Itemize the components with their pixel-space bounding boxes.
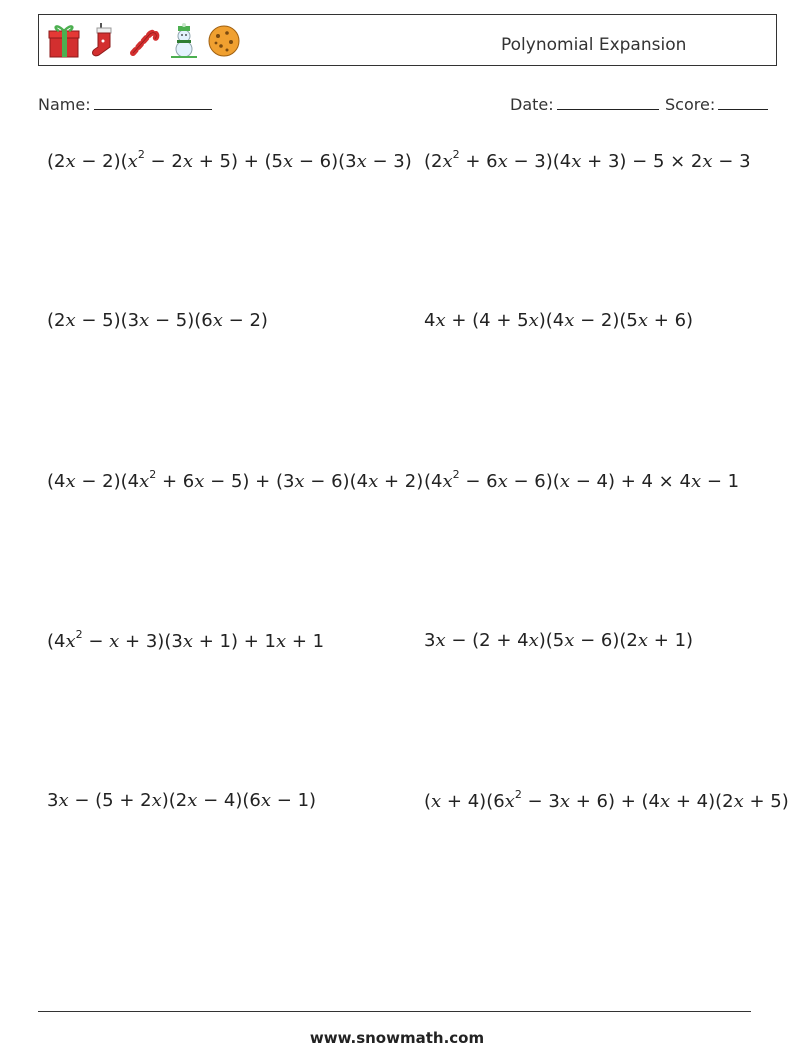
variable: x [504,791,515,812]
expression-text: + 4)(6 [441,791,505,812]
expression-text: )(2 [161,790,188,811]
problem-3 [47,310,268,331]
expression-text: + 6) [648,310,694,331]
worksheet-header [38,14,777,66]
variable: x [564,310,575,331]
name-field[interactable] [38,93,212,114]
expression-text: 4 [424,310,436,331]
expression-text: (4 [47,471,66,492]
variable: x [564,630,575,651]
expression-text: − 5)(3 [75,310,140,331]
expression-text: − 3 [712,151,751,172]
expression-text: − 1) [271,790,317,811]
variable: x [528,630,539,651]
expression-text: + 3)(3 [119,631,183,652]
variable: x [702,151,713,172]
expression-text: − 6)( [507,471,560,492]
expression-text: − 3) [366,151,412,172]
score-field[interactable] [665,93,768,114]
variable: x [294,471,305,492]
expression-text: − 3 [521,791,560,812]
variable: x [442,471,453,492]
variable: x [187,790,198,811]
variable: x [139,310,150,331]
variable: x [65,471,76,492]
expression-text: − 2) [222,310,268,331]
expression-text: − 4)(6 [197,790,261,811]
expression-text: − (5 + 2 [68,790,152,811]
variable: x [497,151,508,172]
expression-text: − 6)(4 [304,471,369,492]
problem-1 [47,150,412,172]
variable: x [109,631,120,652]
variable: x [139,471,150,492]
expression-text: − 6)(2 [574,630,638,651]
expression-text: + 5) + (5 [192,151,283,172]
exponent: 2 [452,148,460,161]
expression-text: − 5)(6 [149,310,213,331]
expression-text: − 2 [144,151,183,172]
footer-website: www.snowmath.com [309,1029,485,1047]
variable: x [65,631,76,652]
expression-text: 3 [47,790,59,811]
exponent: 2 [514,788,522,801]
worksheet-title: Polynomial Expansion [501,35,687,55]
variable: x [571,151,582,172]
expression-text: + 6 [156,471,195,492]
variable: x [194,471,205,492]
variable: x [637,310,649,331]
expression-text: + 1 [286,631,325,652]
variable: x [659,791,671,812]
variable: x [559,791,570,812]
variable: x [559,471,570,492]
problem-5 [47,470,423,492]
expression-text: − 2)(5 [574,310,638,331]
variable: x [435,310,446,331]
footer-divider [38,1011,751,1012]
problem-4 [424,310,693,331]
cookie-icon [207,21,241,59]
expression-text: )(5 [538,630,565,651]
expression-text: (4 [424,471,443,492]
variable: x [637,630,649,651]
expression-text: + (4 + 5 [445,310,529,331]
expression-text: − 6)(3 [293,151,357,172]
problem-9 [47,790,316,811]
expression-text: ( [424,791,432,812]
problem-10 [424,790,789,812]
variable: x [733,791,744,812]
variable: x [65,151,76,172]
expression-text: − 1 [701,471,740,492]
variable: x [182,151,193,172]
variable: x [260,790,272,811]
gift-icon [47,21,81,59]
expression-text: + 6 [459,151,498,172]
variable: x [127,151,138,172]
date-blank[interactable] [557,93,659,110]
variable: x [368,471,379,492]
expression-text: − 4) + 4 × 4 [569,471,691,492]
expression-text: (2 [47,310,66,331]
expression-text: + 2) [378,471,424,492]
expression-text: − 5) + (3 [204,471,295,492]
expression-text: (4 [47,631,66,652]
exponent: 2 [137,148,145,161]
expression-text: − [82,631,110,652]
variable: x [282,151,294,172]
variable: x [690,471,702,492]
icon-row [47,21,241,59]
exponent: 2 [452,468,460,481]
expression-text: + 1) + 1 [192,631,276,652]
problem-2 [424,150,751,172]
expression-text: − (2 + 4 [445,630,529,651]
expression-text: + 6) + (4 [569,791,660,812]
variable: x [528,310,539,331]
snowman-icon [167,21,201,59]
exponent: 2 [149,468,157,481]
candy-cane-icon [127,21,161,59]
name-blank[interactable] [94,93,212,110]
variable: x [65,310,76,331]
variable: x [356,151,367,172]
date-label: Date: [510,95,554,114]
score-blank[interactable] [718,93,768,110]
variable: x [435,630,446,651]
variable: x [212,310,223,331]
variable: x [497,471,508,492]
expression-text: − 3)(4 [507,151,572,172]
problem-8 [424,630,693,651]
expression-text: + 5) [743,791,789,812]
problem-7 [47,630,324,652]
variable: x [58,790,69,811]
expression-text: − 6 [459,471,498,492]
variable: x [182,631,193,652]
problem-6 [424,470,739,492]
variable: x [275,631,287,652]
stocking-icon [87,21,121,59]
expression-text: − 2)( [75,151,128,172]
variable: x [442,151,453,172]
expression-text: + 3) − 5 × 2 [581,151,703,172]
variable: x [431,791,442,812]
variable: x [151,790,162,811]
expression-text: + 4)(2 [670,791,734,812]
expression-text: 3 [424,630,436,651]
date-field[interactable] [510,93,659,114]
exponent: 2 [75,628,83,641]
expression-text: )(4 [538,310,565,331]
name-label: Name: [38,95,91,114]
expression-text: − 2)(4 [75,471,140,492]
expression-text: + 1) [648,630,694,651]
expression-text: (2 [424,151,443,172]
score-label: Score: [665,95,716,114]
expression-text: (2 [47,151,66,172]
